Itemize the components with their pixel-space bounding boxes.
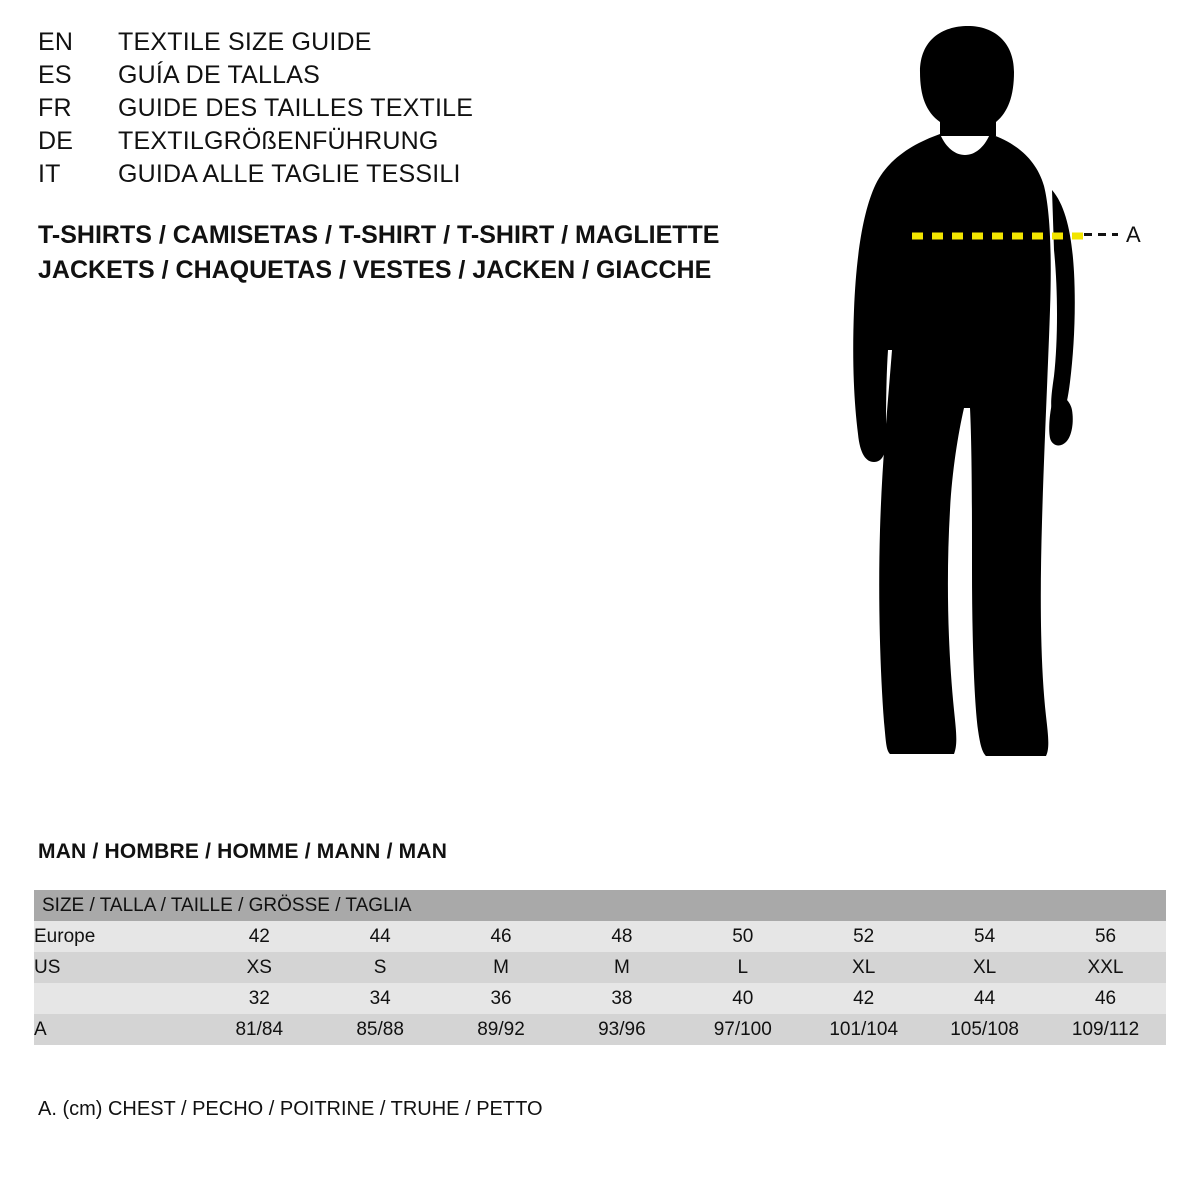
cell-value: S [320,952,441,983]
table-footnote: A. (cm) CHEST / PECHO / POITRINE / TRUHE / PETTO [38,1098,543,1120]
language-row [38,160,738,193]
row-label: Europe [34,921,199,952]
category-tshirts: T-SHIRTS / CAMISETAS / T-SHIRT / T-SHIRT / MAGLIETTE [38,221,720,249]
cell-value: 50 [682,921,803,952]
cell-value: 46 [441,921,562,952]
table-header-row [34,890,1166,921]
category-jackets: JACKETS / CHAQUETAS / VESTES / JACKEN / GIACCHE [38,256,712,284]
table-row [34,983,1166,1014]
cell-value: 81/84 [199,1014,320,1045]
group-title-man: MAN / HOMBRE / HOMME / MANN / MAN [38,840,448,863]
language-code: FR [38,94,72,122]
cell-value: 38 [561,983,682,1014]
cell-value: 32 [199,983,320,1014]
cell-value: 44 [924,983,1045,1014]
cell-value: XS [199,952,320,983]
cell-value: XXL [1045,952,1166,983]
cell-value: 105/108 [924,1014,1045,1045]
language-title: TEXTILGRÖßENFÜHRUNG [118,127,439,155]
cell-value: 42 [199,921,320,952]
language-code: DE [38,127,74,155]
language-row [38,127,738,160]
cell-value: XL [924,952,1045,983]
language-title: GUIDE DES TAILLES TEXTILE [118,94,474,122]
cell-value: M [561,952,682,983]
language-title: GUIDA ALLE TAGLIE TESSILI [118,160,461,188]
row-label: US [34,952,199,983]
cell-value: 93/96 [561,1014,682,1045]
cell-value: 89/92 [441,1014,562,1045]
cell-value: 101/104 [803,1014,924,1045]
measure-label-a: A [1126,222,1141,247]
table-header-label: SIZE / TALLA / TAILLE / GRÖSSE / TAGLIA [34,890,1166,921]
man-silhouette-shape [853,26,1075,756]
cell-value: 44 [320,921,441,952]
silhouette-svg [800,10,1190,800]
language-row [38,28,738,61]
cell-value: 40 [682,983,803,1014]
cell-value: 34 [320,983,441,1014]
garment-category-list [38,218,778,288]
cell-value: 85/88 [320,1014,441,1045]
cell-value: 109/112 [1045,1014,1166,1045]
cell-value: 52 [803,921,924,952]
cell-value: 56 [1045,921,1166,952]
row-label [34,983,199,1014]
cell-value: XL [803,952,924,983]
table-row [34,1014,1166,1045]
size-table [34,890,1166,1045]
measure-leader-dash [1084,233,1118,236]
language-row [38,61,738,94]
cell-value: 97/100 [682,1014,803,1045]
cell-value: 36 [441,983,562,1014]
table-row [34,921,1166,952]
language-code: IT [38,160,61,188]
language-row [38,94,738,127]
body-silhouette-figure [800,10,1190,800]
table-row [34,952,1166,983]
language-title: TEXTILE SIZE GUIDE [118,28,372,56]
cell-value: 54 [924,921,1045,952]
cell-value: 42 [803,983,924,1014]
row-label: A [34,1014,199,1045]
cell-value: 48 [561,921,682,952]
language-title-list [38,28,738,193]
language-code: EN [38,28,74,56]
language-code: ES [38,61,72,89]
cell-value: 46 [1045,983,1166,1014]
language-title: GUÍA DE TALLAS [118,61,320,89]
cell-value: M [441,952,562,983]
cell-value: L [682,952,803,983]
